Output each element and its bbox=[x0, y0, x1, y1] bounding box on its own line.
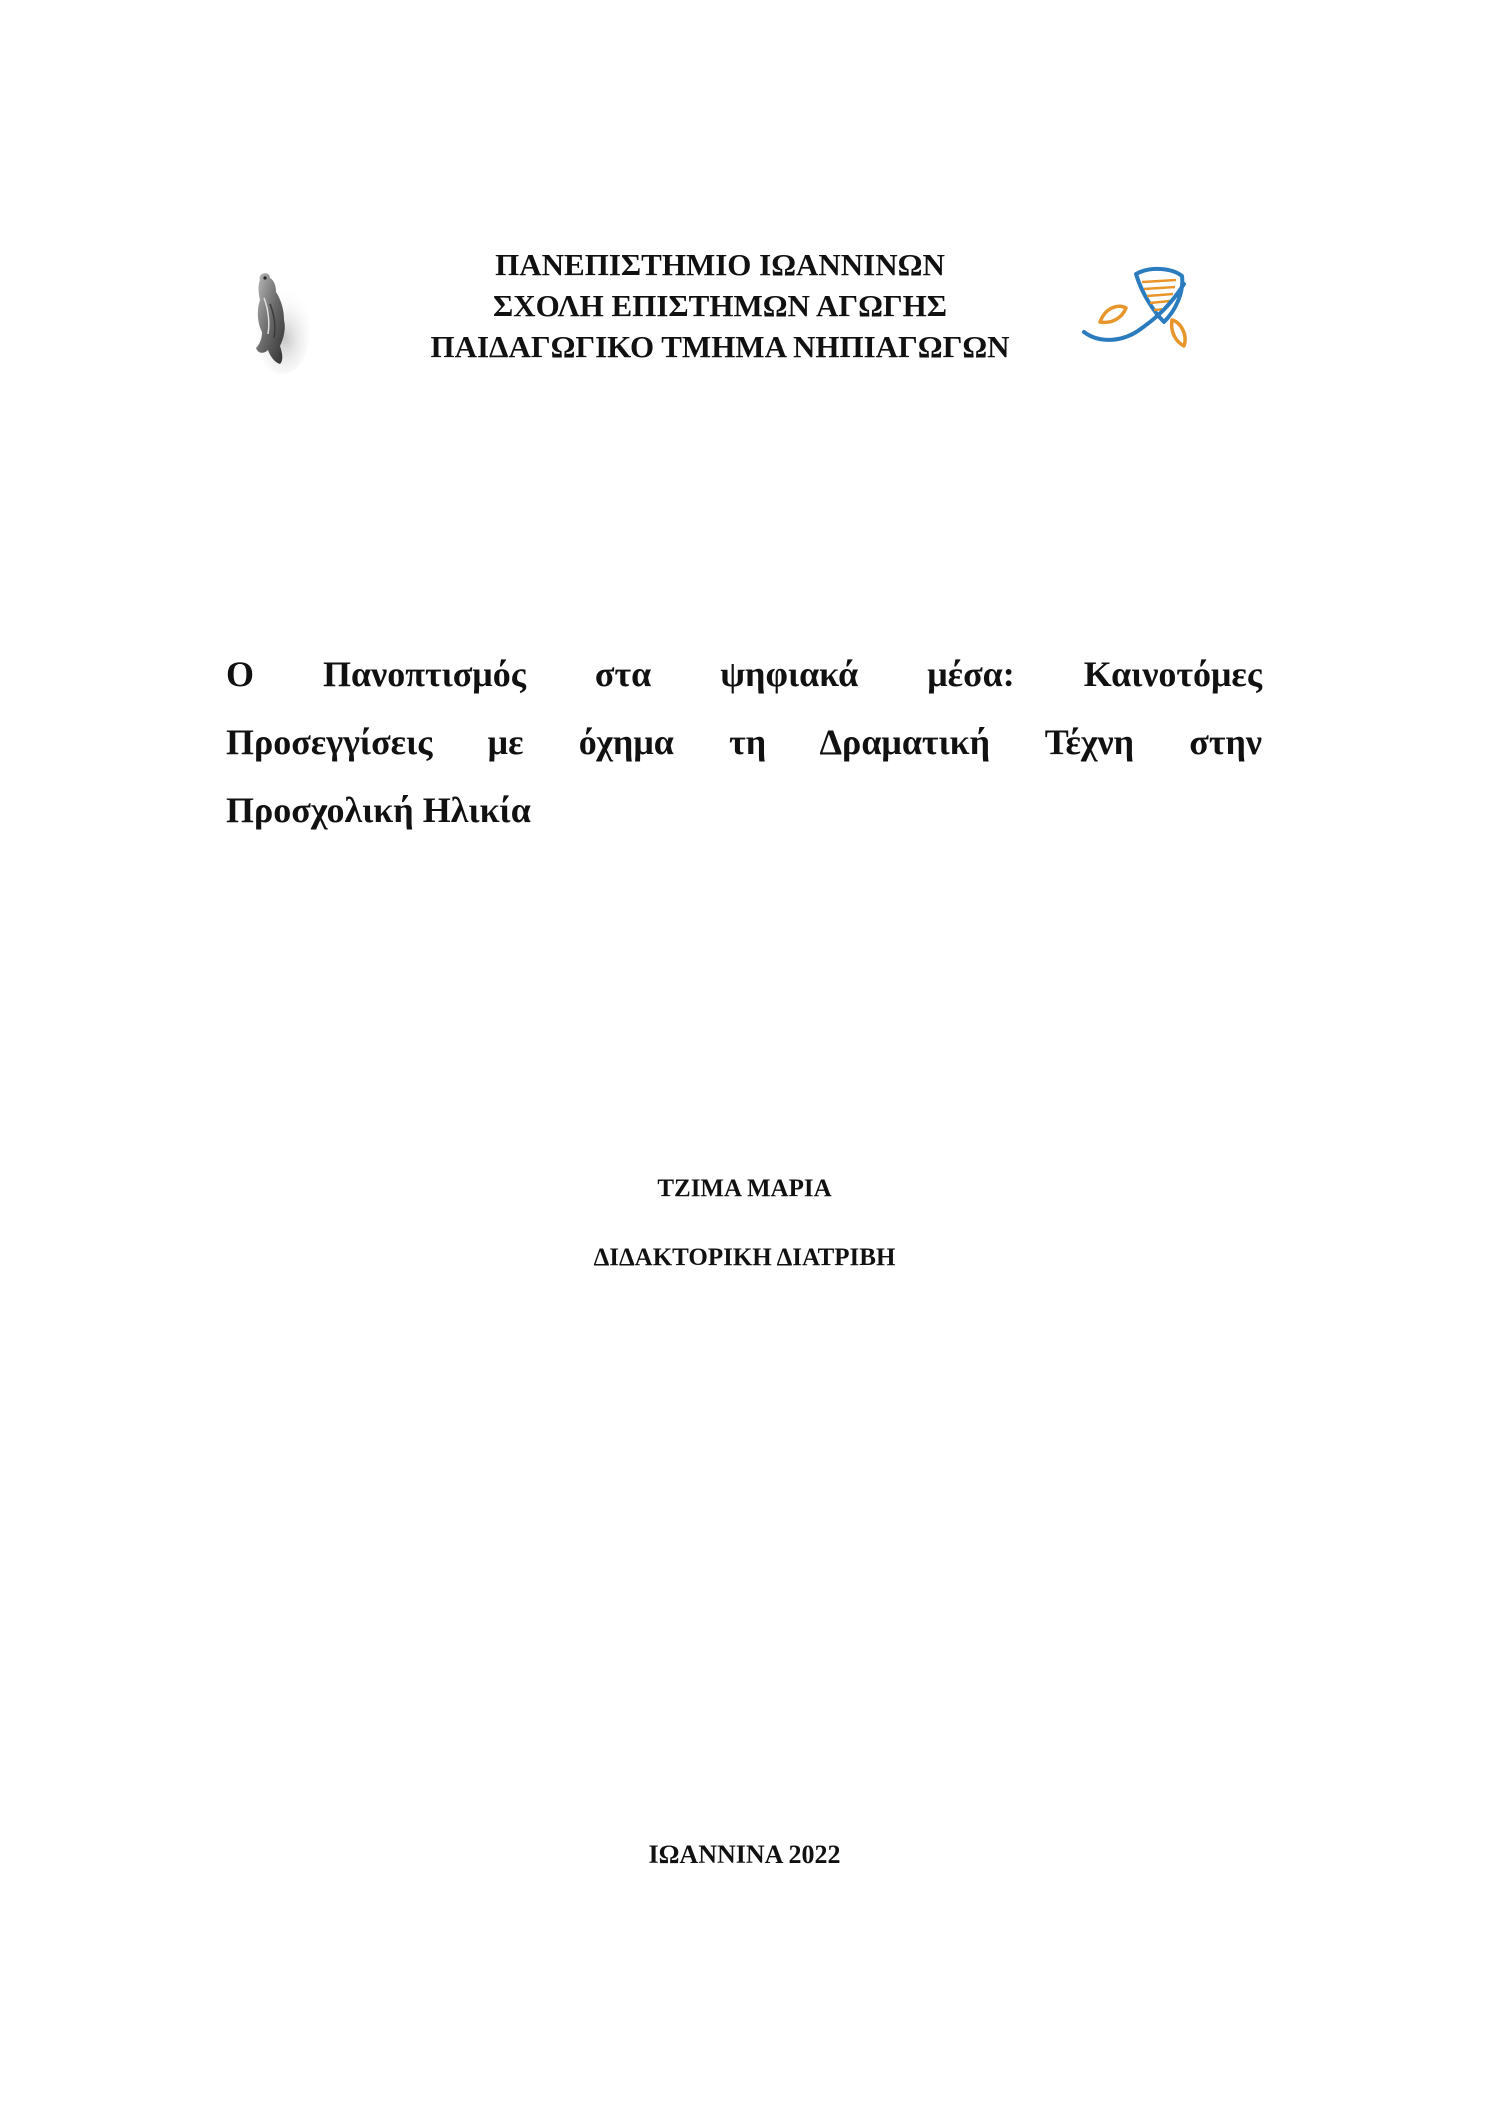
department-leaf-basket-icon bbox=[1080, 262, 1210, 372]
department-name: ΠΑΙΔΑΓΩΓΙΚΟ ΤΜΗΜΑ ΝΗΠΙΑΓΩΓΩΝ bbox=[430, 329, 1010, 364]
thesis-title bbox=[226, 640, 1262, 844]
thesis-title-line-2: Προσεγγίσεις με όχημα τη Δραματική Τέχνη στην bbox=[226, 722, 1262, 762]
institution-header bbox=[240, 244, 1240, 384]
author-name: ΤΖΙΜΑ ΜΑΡΙΑ bbox=[657, 1175, 832, 1202]
place-and-year: ΙΩΑΝΝΙΝΑ 2022 bbox=[648, 1840, 841, 1869]
institution-name-block bbox=[340, 244, 1100, 367]
document-type: ΔΙΔΑΚΤΟΡΙΚΗ ΔΙΑΤΡΙΒΗ bbox=[593, 1244, 896, 1271]
university-eagle-seal-icon bbox=[240, 268, 310, 378]
university-name: ΠΑΝΕΠΙΣΤΗΜΙΟ ΙΩΑΝΝΙΝΩΝ bbox=[495, 247, 945, 282]
school-name: ΣΧΟΛΗ ΕΠΙΣΤΗΜΩΝ ΑΓΩΓΗΣ bbox=[492, 288, 948, 323]
thesis-title-line-3: Προσχολική Ηλικία bbox=[226, 790, 531, 830]
thesis-title-line-1: Ο Πανοπτισμός στα ψηφιακά μέσα: Καινοτόμες bbox=[226, 654, 1262, 694]
